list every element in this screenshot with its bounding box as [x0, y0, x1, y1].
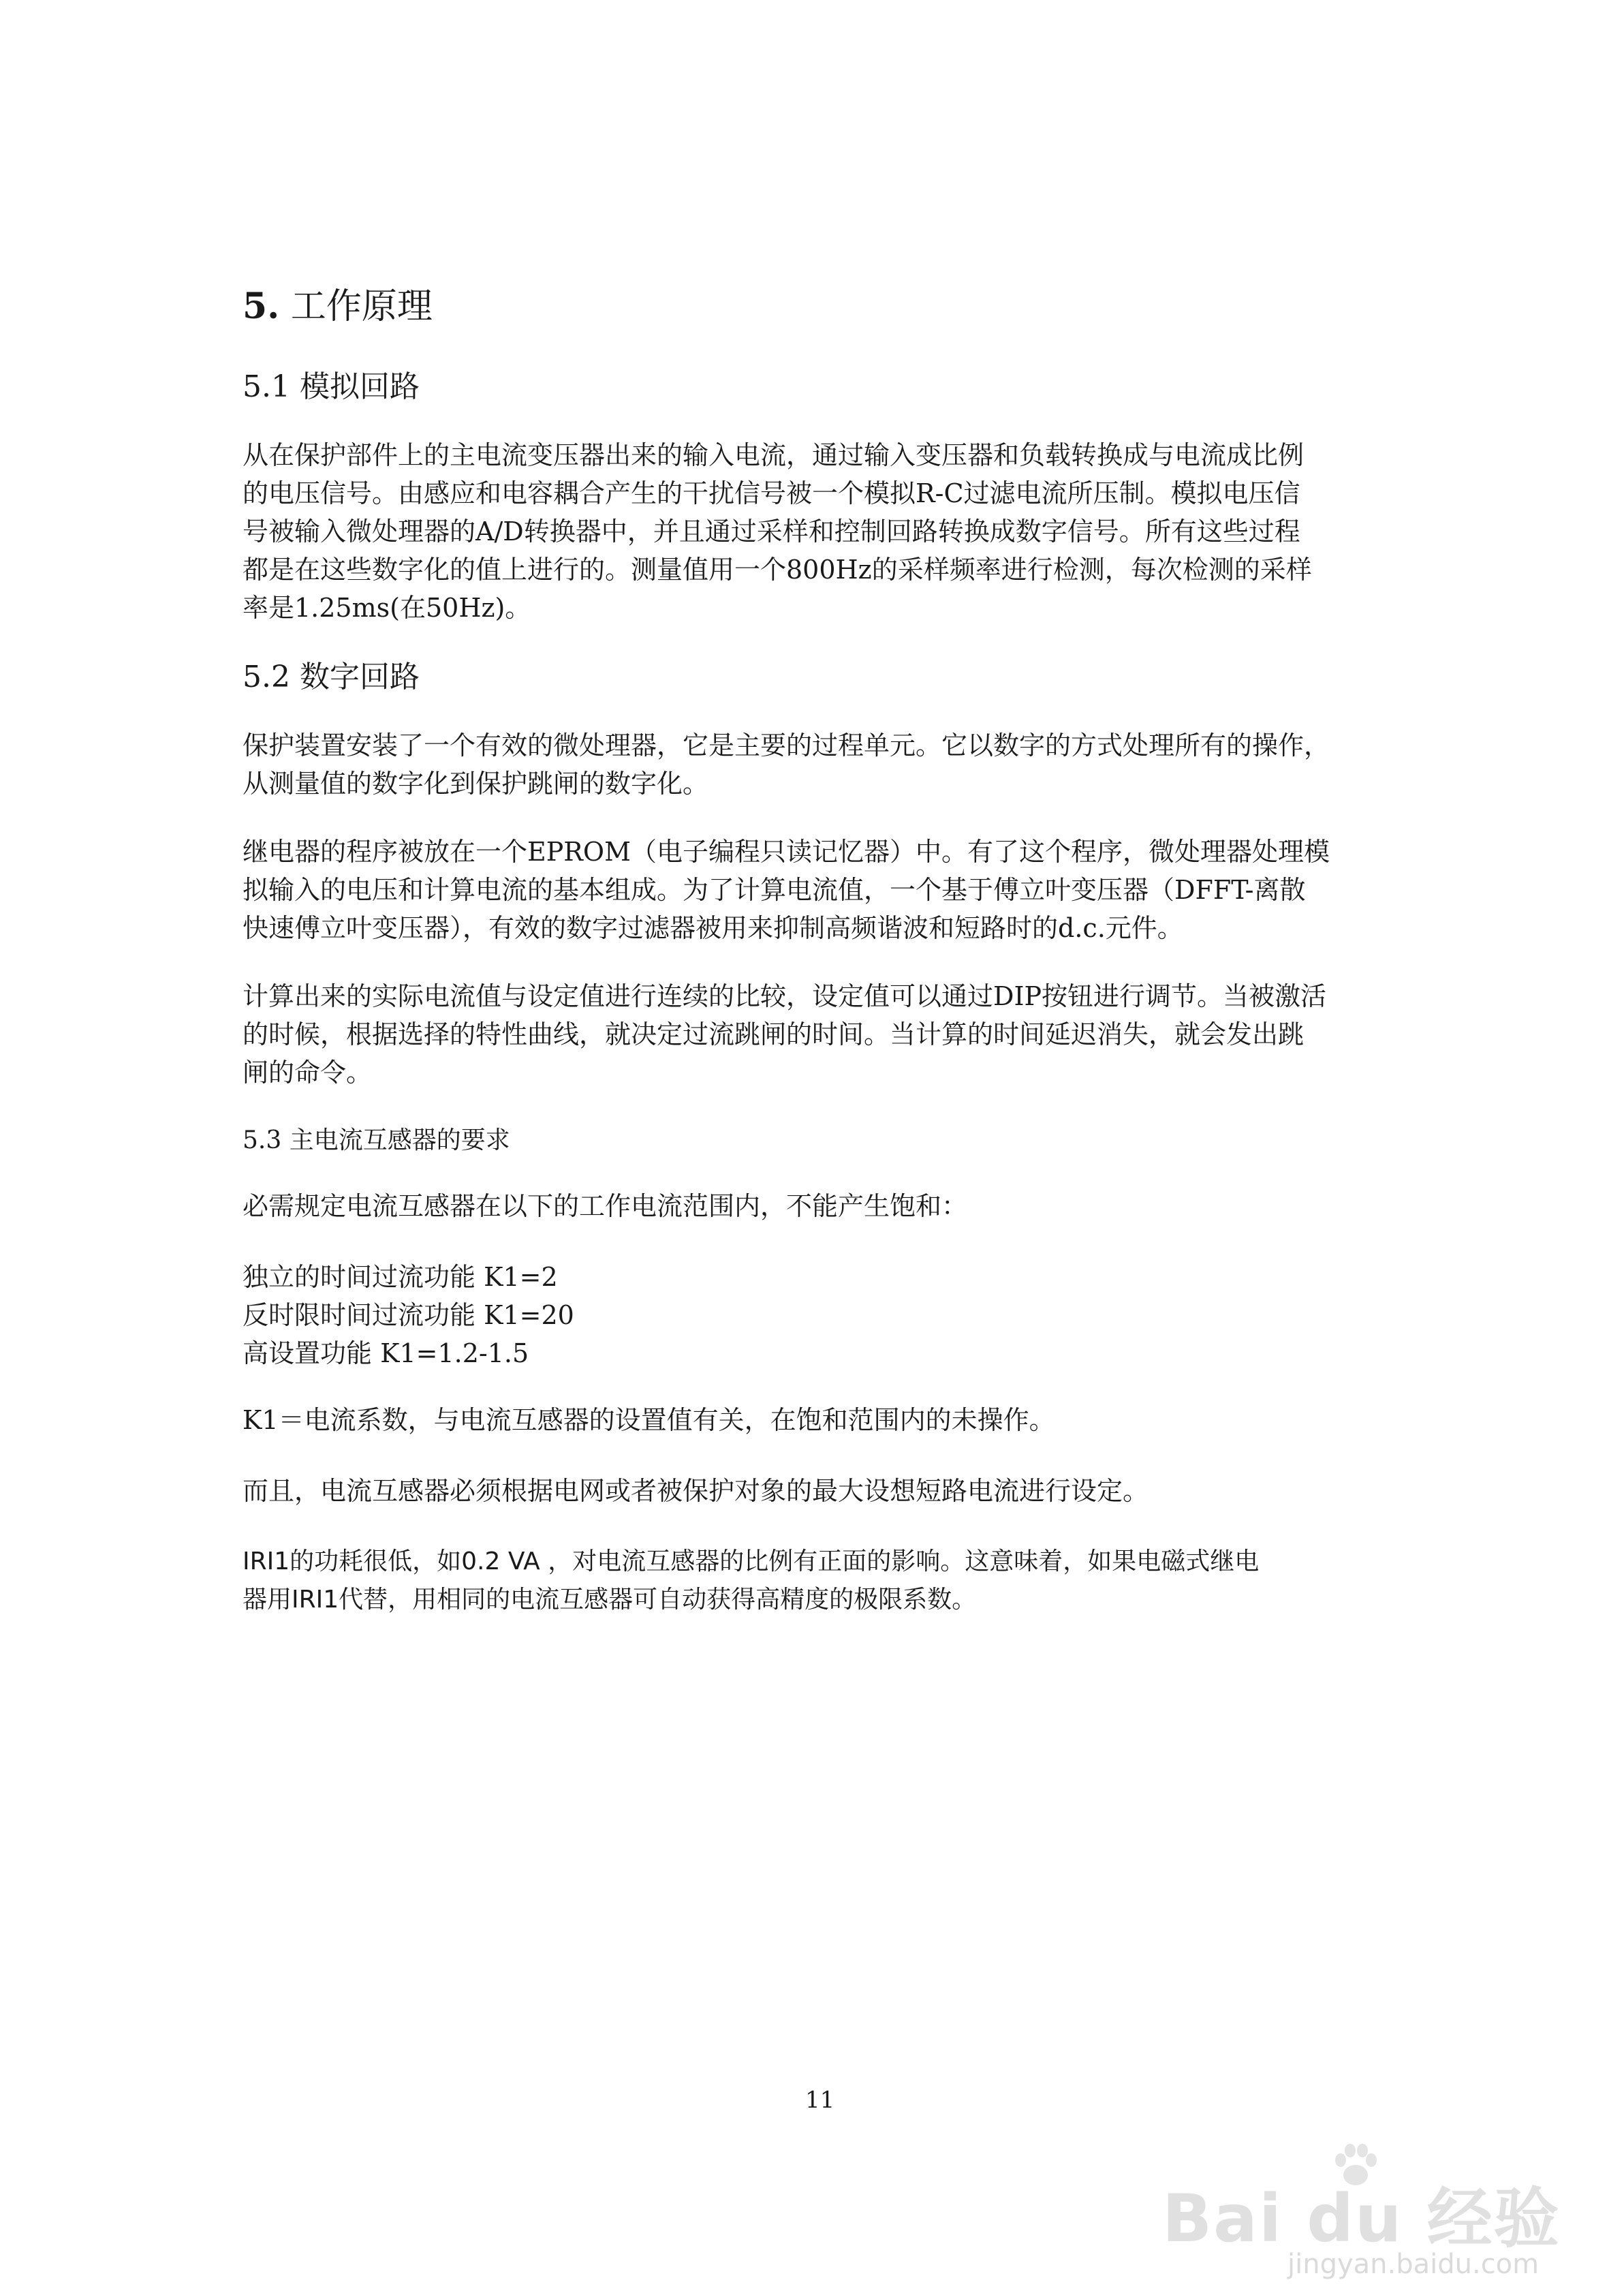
list-item: 反时限时间过流功能 K1=20: [243, 1300, 574, 1330]
text-line: 计算出来的实际电流值与设定值进行连续的比较，设定值可以通过DIP按钮进行调节。当被激活: [243, 981, 1327, 1011]
text-line: 继电器的程序被放在一个EPROM（电子编程只读记忆器）中。有了这个程序，微处理器处理模: [243, 837, 1330, 867]
list-item: 独立的时间过流功能 K1=2: [243, 1262, 558, 1292]
paragraph-5-2-a: [243, 726, 1394, 803]
section-heading: [243, 285, 433, 328]
text-line: 都是在这些数字化的值上进行的。测量值用一个800Hz的采样频率进行检测，每次检测的采样: [243, 555, 1312, 585]
k1-note: K1＝电流系数，与电流互感器的设置值有关，在饱和范围内的未操作。: [243, 1405, 1055, 1435]
section-title: 工作原理: [290, 286, 433, 327]
list-item: 高设置功能 K1=1.2-1.5: [243, 1338, 529, 1368]
text-line: IRI1的功耗很低，如0.2 VA ，对电流互感器的比例有正面的影响。这意味着，如果电磁式继电: [243, 1547, 1260, 1575]
text-line: 保护装置安装了一个有效的微处理器，它是主要的过程单元。它以数字的方式处理所有的操作，: [243, 730, 1330, 760]
text-line: 闸的命令。: [243, 1058, 373, 1088]
text-line: 的时候，根据选择的特性曲线，就决定过流跳闸的时间。当计算的时间延迟消失，就会发出跳: [243, 1019, 1305, 1049]
paragraph-5-2-b: [243, 833, 1394, 947]
text-line: 率是1.25ms(在50Hz)。: [243, 593, 531, 623]
paragraph-ct-setting: 而且，电流互感器必须根据电网或者被保护对象的最大设想短路电流进行设定。: [243, 1476, 1149, 1506]
baidu-watermark: [1158, 2140, 1608, 2290]
heading-5-2: 5.2 数字回路: [243, 660, 420, 694]
heading-5-1: 5.1 模拟回路: [243, 369, 420, 404]
heading-5-3: 5.3 主电流互感器的要求: [243, 1126, 510, 1154]
k1-list: [243, 1258, 1394, 1372]
paragraph-iri1: [243, 1543, 1394, 1619]
text-line: 器用IRI1代替，用相同的电流互感器可自动获得高精度的极限系数。: [243, 1586, 977, 1614]
text-line: 从在保护部件上的主电流变压器出来的输入电流，通过输入变压器和负载转换成与电流成比例: [243, 440, 1305, 470]
watermark-url: jingyan.baidu.com: [1287, 2249, 1540, 2280]
paragraph-5-3-intro: 必需规定电流互感器在以下的工作电流范围内，不能产生饱和：: [243, 1191, 968, 1221]
text-line: 拟输入的电压和计算电流的基本组成。为了计算电流值，一个基于傅立叶变压器（DFFT-离散: [243, 875, 1306, 905]
watermark-brand: Bai du 经验: [1162, 2181, 1561, 2257]
section-number: 5.: [243, 286, 280, 327]
text-line: 号被输入微处理器的A/D转换器中，并且通过采样和控制回路转换成数字信号。所有这些过程: [243, 517, 1300, 546]
text-line: 的电压信号。由感应和电容耦合产生的干扰信号被一个模拟R-C过滤电流所压制。模拟电压信: [243, 478, 1300, 508]
page-number: 11: [805, 2086, 835, 2114]
paragraph-5-1: [243, 436, 1394, 627]
text-line: 从测量值的数字化到保护跳闸的数字化。: [243, 769, 709, 799]
paragraph-5-2-c: [243, 977, 1394, 1092]
text-line: 快速傅立叶变压器），有效的数字过滤器被用来抑制高频谐波和短路时的d.c.元件。: [243, 913, 1183, 943]
